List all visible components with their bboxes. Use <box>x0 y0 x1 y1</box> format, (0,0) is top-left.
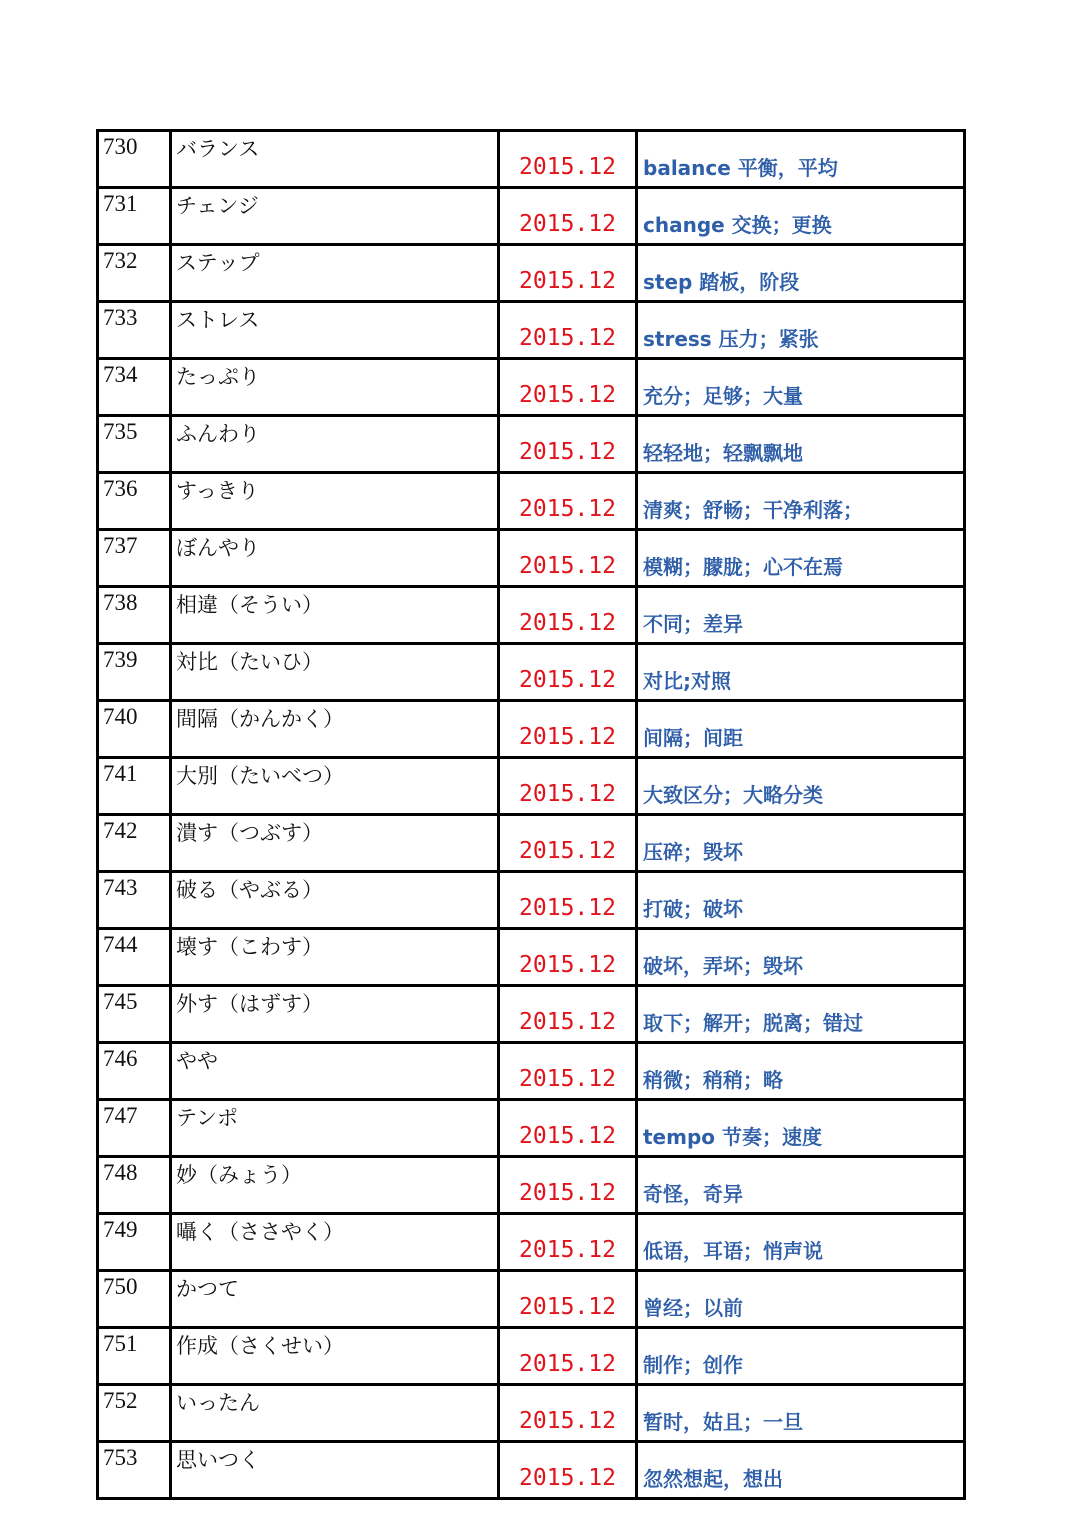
chinese-meaning-cell: 破坏，弄坏；毁坏 <box>637 929 965 986</box>
date-cell: 2015.12 <box>499 815 637 872</box>
chinese-meaning-cell: 压碎；毁坏 <box>637 815 965 872</box>
japanese-word-cell: 潰す（つぶす） <box>171 815 499 872</box>
table-row <box>98 986 965 1043</box>
chinese-meaning-cell: 低语，耳语；悄声说 <box>637 1214 965 1271</box>
chinese-meaning-cell: 大致区分；大略分类 <box>637 758 965 815</box>
table-row <box>98 473 965 530</box>
chinese-meaning-cell: 奇怪，奇异 <box>637 1157 965 1214</box>
japanese-word-cell: やや <box>171 1043 499 1100</box>
date-cell: 2015.12 <box>499 188 637 245</box>
entry-number-cell: 732 <box>98 245 171 302</box>
entry-number-cell: 744 <box>98 929 171 986</box>
table-row <box>98 1385 965 1442</box>
entry-number-cell: 745 <box>98 986 171 1043</box>
chinese-meaning-cell: 清爽；舒畅；干净利落； <box>637 473 965 530</box>
date-cell: 2015.12 <box>499 245 637 302</box>
chinese-meaning-cell: stress 压力；紧张 <box>637 302 965 359</box>
date-cell: 2015.12 <box>499 872 637 929</box>
table-row <box>98 929 965 986</box>
date-cell: 2015.12 <box>499 587 637 644</box>
chinese-meaning-cell: step 踏板，阶段 <box>637 245 965 302</box>
chinese-meaning-cell: 对比;对照 <box>637 644 965 701</box>
japanese-word-cell: 囁く（ささやく） <box>171 1214 499 1271</box>
chinese-meaning-cell: change 交换；更换 <box>637 188 965 245</box>
date-cell: 2015.12 <box>499 473 637 530</box>
chinese-meaning-cell: 曾经；以前 <box>637 1271 965 1328</box>
entry-number-cell: 731 <box>98 188 171 245</box>
table-row <box>98 872 965 929</box>
table-row <box>98 1328 965 1385</box>
table-row <box>98 188 965 245</box>
japanese-word-cell: たっぷり <box>171 359 499 416</box>
japanese-word-cell: ふんわり <box>171 416 499 473</box>
date-cell: 2015.12 <box>499 1100 637 1157</box>
japanese-word-cell: 思いつく <box>171 1442 499 1499</box>
japanese-word-cell: バランス <box>171 131 499 188</box>
entry-number-cell: 740 <box>98 701 171 758</box>
japanese-word-cell: テンポ <box>171 1100 499 1157</box>
entry-number-cell: 742 <box>98 815 171 872</box>
date-cell: 2015.12 <box>499 1214 637 1271</box>
entry-number-cell: 739 <box>98 644 171 701</box>
entry-number-cell: 749 <box>98 1214 171 1271</box>
japanese-word-cell: 壊す（こわす） <box>171 929 499 986</box>
entry-number-cell: 735 <box>98 416 171 473</box>
date-cell: 2015.12 <box>499 929 637 986</box>
chinese-meaning-cell: balance 平衡，平均 <box>637 131 965 188</box>
table-row <box>98 1214 965 1271</box>
entry-number-cell: 750 <box>98 1271 171 1328</box>
date-cell: 2015.12 <box>499 758 637 815</box>
chinese-meaning-cell: 取下；解开；脱离；错过 <box>637 986 965 1043</box>
table-row <box>98 302 965 359</box>
date-cell: 2015.12 <box>499 1328 637 1385</box>
chinese-meaning-cell: tempo 节奏；速度 <box>637 1100 965 1157</box>
japanese-word-cell: 作成（さくせい） <box>171 1328 499 1385</box>
date-cell: 2015.12 <box>499 701 637 758</box>
chinese-meaning-cell: 模糊；朦胧；心不在焉 <box>637 530 965 587</box>
date-cell: 2015.12 <box>499 1442 637 1499</box>
entry-number-cell: 748 <box>98 1157 171 1214</box>
date-cell: 2015.12 <box>499 359 637 416</box>
entry-number-cell: 737 <box>98 530 171 587</box>
date-cell: 2015.12 <box>499 131 637 188</box>
date-cell: 2015.12 <box>499 644 637 701</box>
japanese-word-cell: ストレス <box>171 302 499 359</box>
japanese-word-cell: ステップ <box>171 245 499 302</box>
table-row <box>98 758 965 815</box>
japanese-word-cell: 外す（はずす） <box>171 986 499 1043</box>
entry-number-cell: 741 <box>98 758 171 815</box>
chinese-meaning-cell: 制作；创作 <box>637 1328 965 1385</box>
chinese-meaning-cell: 轻轻地；轻飘飘地 <box>637 416 965 473</box>
entry-number-cell: 730 <box>98 131 171 188</box>
japanese-word-cell: すっきり <box>171 473 499 530</box>
table-row <box>98 359 965 416</box>
entry-number-cell: 752 <box>98 1385 171 1442</box>
table-row <box>98 1271 965 1328</box>
table-row <box>98 245 965 302</box>
table-row <box>98 587 965 644</box>
date-cell: 2015.12 <box>499 1043 637 1100</box>
entry-number-cell: 734 <box>98 359 171 416</box>
entry-number-cell: 736 <box>98 473 171 530</box>
table-row <box>98 530 965 587</box>
entry-number-cell: 738 <box>98 587 171 644</box>
vocabulary-table-body <box>98 131 965 1499</box>
date-cell: 2015.12 <box>499 986 637 1043</box>
japanese-word-cell: いったん <box>171 1385 499 1442</box>
date-cell: 2015.12 <box>499 1157 637 1214</box>
table-row <box>98 1442 965 1499</box>
table-row <box>98 1100 965 1157</box>
date-cell: 2015.12 <box>499 416 637 473</box>
japanese-word-cell: 対比（たいひ） <box>171 644 499 701</box>
chinese-meaning-cell: 暂时，姑且；一旦 <box>637 1385 965 1442</box>
chinese-meaning-cell: 忽然想起，想出 <box>637 1442 965 1499</box>
entry-number-cell: 751 <box>98 1328 171 1385</box>
date-cell: 2015.12 <box>499 302 637 359</box>
vocabulary-table <box>96 129 966 1500</box>
entry-number-cell: 746 <box>98 1043 171 1100</box>
chinese-meaning-cell: 稍微；稍稍；略 <box>637 1043 965 1100</box>
japanese-word-cell: 破る（やぶる） <box>171 872 499 929</box>
entry-number-cell: 753 <box>98 1442 171 1499</box>
japanese-word-cell: 相違（そうい） <box>171 587 499 644</box>
japanese-word-cell: 妙（みょう） <box>171 1157 499 1214</box>
chinese-meaning-cell: 不同；差异 <box>637 587 965 644</box>
japanese-word-cell: ぼんやり <box>171 530 499 587</box>
chinese-meaning-cell: 间隔；间距 <box>637 701 965 758</box>
table-row <box>98 644 965 701</box>
entry-number-cell: 733 <box>98 302 171 359</box>
japanese-word-cell: チェンジ <box>171 188 499 245</box>
japanese-word-cell: 間隔（かんかく） <box>171 701 499 758</box>
table-row <box>98 701 965 758</box>
chinese-meaning-cell: 充分；足够；大量 <box>637 359 965 416</box>
date-cell: 2015.12 <box>499 530 637 587</box>
japanese-word-cell: かつて <box>171 1271 499 1328</box>
entry-number-cell: 743 <box>98 872 171 929</box>
chinese-meaning-cell: 打破；破坏 <box>637 872 965 929</box>
table-row <box>98 131 965 188</box>
date-cell: 2015.12 <box>499 1271 637 1328</box>
table-row <box>98 1043 965 1100</box>
entry-number-cell: 747 <box>98 1100 171 1157</box>
table-row <box>98 416 965 473</box>
table-row <box>98 1157 965 1214</box>
table-row <box>98 815 965 872</box>
japanese-word-cell: 大別（たいべつ） <box>171 758 499 815</box>
date-cell: 2015.12 <box>499 1385 637 1442</box>
